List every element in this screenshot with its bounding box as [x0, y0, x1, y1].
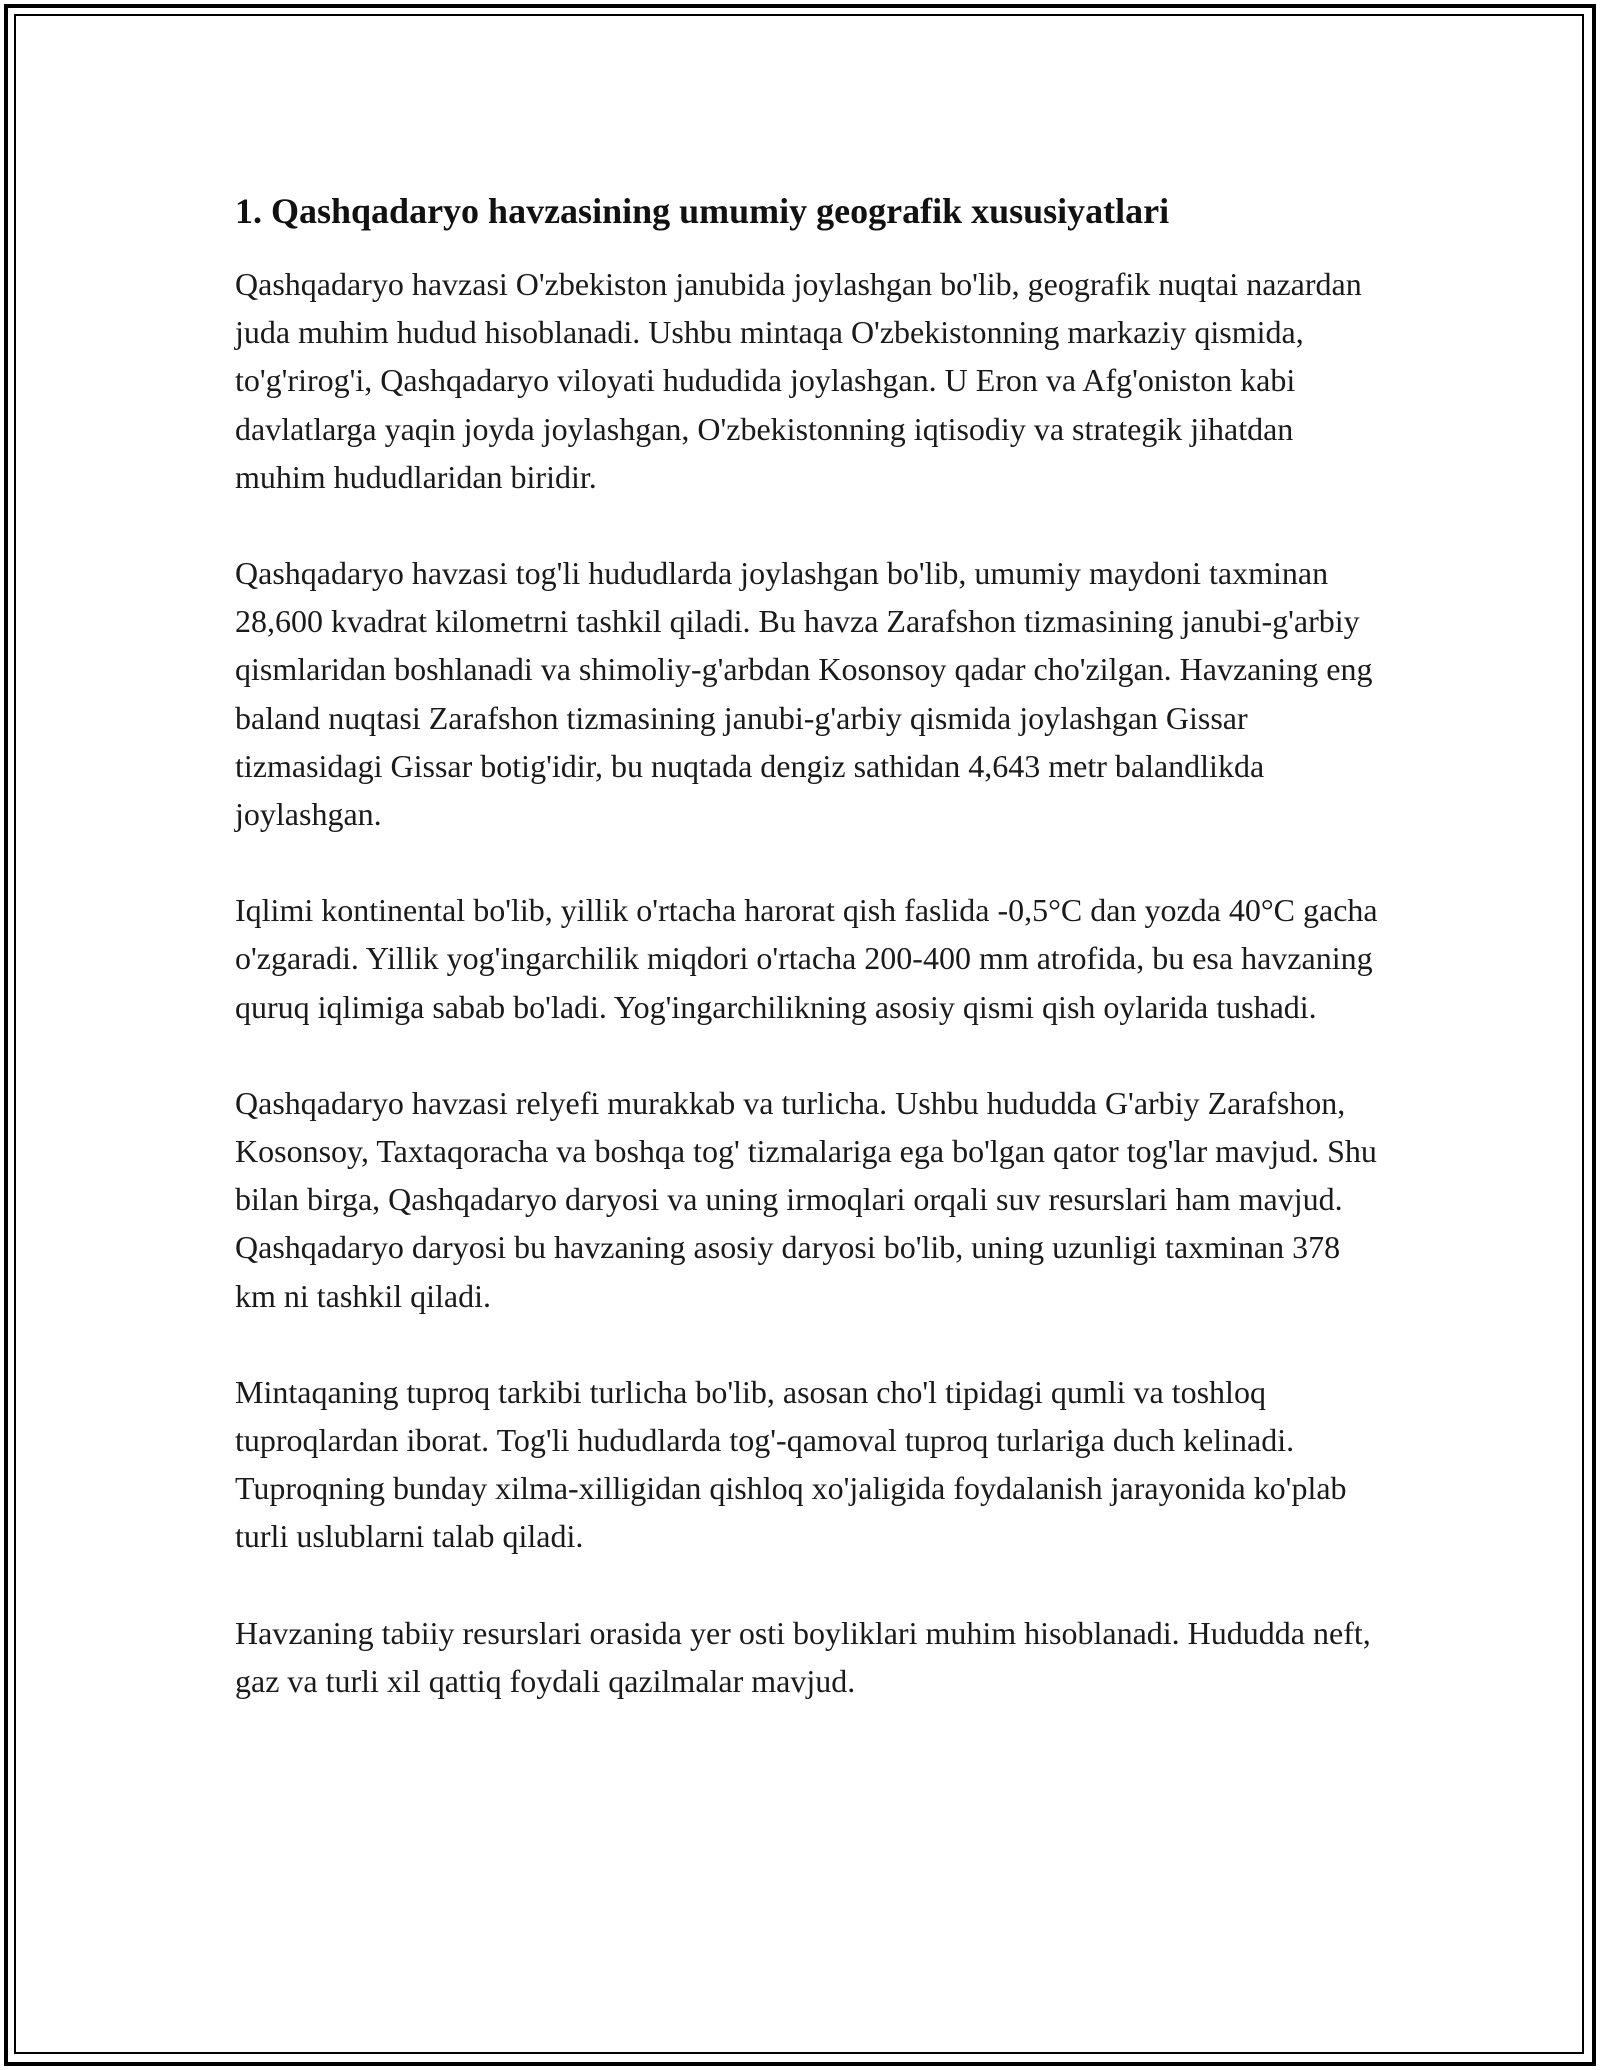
paragraph-soil: Mintaqaning tuproq tarkibi turlicha bo'lib, asosan cho'l tipidagi qumli va toshloq tuproqlardan iborat. Tog'li hududlarda tog'-qamoval tuproq turlariga duch kelinadi. Tuproqning bunday xilma-xilligidan qishloq xo'jaligida foydalanish jarayonida ko'plab turli uslublarni talab qiladi.: [235, 1373, 1347, 1555]
paragraph-area-elevation: Qashqadaryo havzasi tog'li hududlarda joylashgan bo'lib, umumiy maydoni taxminan 28,600 kvadrat kilometrni tashkil qiladi. Bu havza Zarafshon tizmasining janubi-g'arbiy qismlaridan boshlanadi va shimoliy-g'arbdan Kosonsoy qadar cho'zilgan. Havzaning eng baland nuqtasi Zarafshon tizmasining janubi-g'arbiy qismida joylashgan Gissar tizmasidagi Gissar botig'idir, bu nuqtada dengiz sathidan 4,643 metr balandlikda joylashgan.: [235, 555, 1373, 833]
paragraph-resources: Havzaning tabiiy resurslari orasida yer osti boyliklari muhim hisoblanadi. Hududda neft, gaz va turli xil qattiq foydali qazilmalar mavjud.: [235, 1614, 1371, 1699]
paragraph-relief: Qashqadaryo havzasi relyefi murakkab va turlicha. Ushbu hududda G'arbiy Zarafshon, Kosonsoy, Taxtaqoracha va boshqa tog' tizmalariga ega bo'lgan qator tog'lar mavjud. Shu bilan birga, Qashqadaryo daryosi va uning irmoqlari orqali suv resurslari ham mavjud. Qashqadaryo daryosi bu havzaning asosiy daryosi bo'lib, uning uzunligi taxminan 378 km ni tashkil qiladi.: [235, 1084, 1377, 1314]
document-body: [235, 188, 1385, 1753]
paragraph-climate: Iqlimi kontinental bo'lib, yillik o'rtacha harorat qish faslida -0,5°C dan yozda 40°C gacha o'zgaradi. Yillik yog'ingarchilik miqdori o'rtacha 200-400 mm atrofida, bu esa havzaning quruq iqlimiga sabab bo'ladi. Yog'ingarchilikning asosiy qismi qish oylarida tushadi.: [235, 892, 1378, 1025]
paragraph-location: Qashqadaryo havzasi O'zbekiston janubida joylashgan bo'lib, geografik nuqtai nazardan juda muhim hudud hisoblanadi. Ushbu mintaqa O'zbekistonning markaziy qismida, to'g'rirog'i, Qashqadaryo viloyati hududida joylashgan. U Eron va Afg'oniston kabi davlatlarga yaqin joyda joylashgan, O'zbekistonning iqtisodiy va strategik jihatdan muhim hududlaridan biridir.: [235, 266, 1362, 495]
section-heading: 1. Qashqadaryo havzasining umumiy geografik xususiyatlari: [235, 191, 1170, 231]
